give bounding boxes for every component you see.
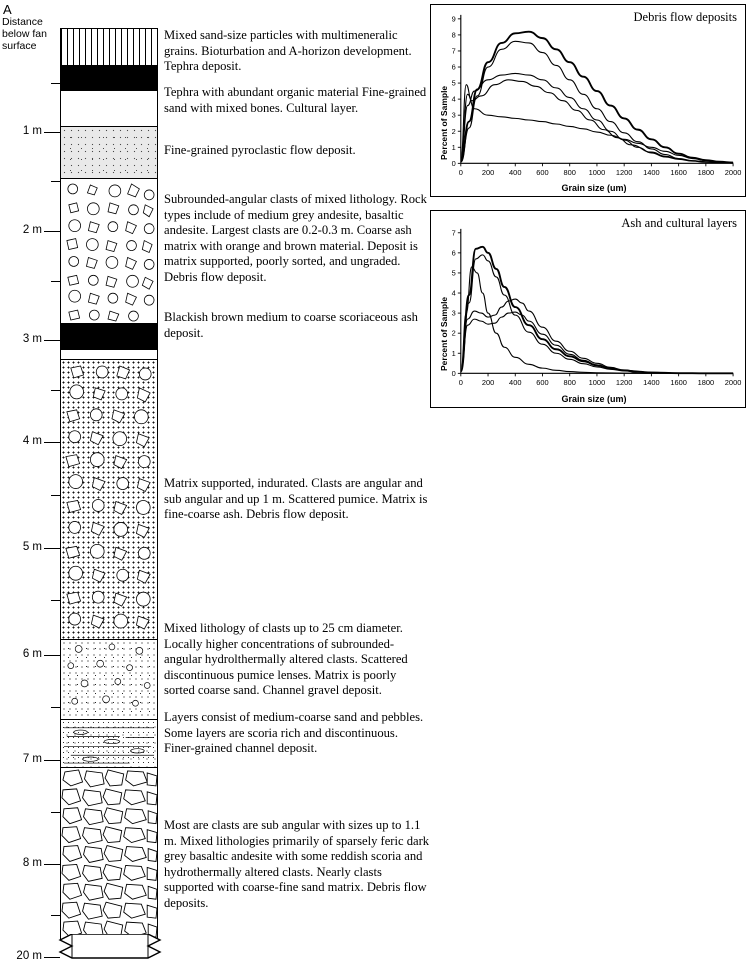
panel-label-a: A (3, 2, 12, 17)
depth-tick-7m (44, 760, 60, 761)
unit-description: Fine-grained pyroclastic flow deposit. (164, 143, 356, 157)
depth-label-5m: 5 m (22, 541, 42, 553)
svg-text:3: 3 (451, 110, 456, 120)
svg-text:9: 9 (451, 14, 456, 24)
svg-text:2: 2 (451, 126, 456, 136)
svg-text:400: 400 (509, 168, 522, 178)
unit-soil-tephra (61, 29, 157, 65)
svg-text:7: 7 (451, 228, 456, 238)
unit-description: Mixed lithology of clasts up to 25 cm diameter. Locally higher concentrations of subrounded-angular hydrolthermally altered clasts. Scattered discontinuous pumice lenses. Matrix is poorly sorted coarse sand. Channel gravel deposit. (164, 621, 408, 698)
clast-pattern (61, 768, 157, 940)
unit-thin-band (61, 349, 157, 359)
depth-tick-minor (51, 495, 60, 496)
svg-text:1000: 1000 (588, 378, 606, 388)
svg-text:400: 400 (509, 378, 522, 388)
layering-pattern (61, 720, 157, 767)
svg-text:600: 600 (536, 168, 549, 178)
svg-text:800: 800 (563, 378, 576, 388)
unit-debris-flow-upper (61, 178, 157, 323)
svg-text:2: 2 (451, 328, 456, 338)
chart-x-axis-title: Grain size (um) (561, 183, 627, 193)
svg-text:4: 4 (451, 288, 456, 298)
unit-description: Subrounded-angular clasts of mixed lithology. Rock types include of medium grey andesite, basaltic andesite. Largest clasts are 0.2-0.3 m. Coarse ash matrix with orange and brown material. Deposit is matrix supported, poorly sorted, and ungraded. Debris flow deposit. (164, 192, 427, 284)
depth-label-6m: 6 m (22, 648, 42, 660)
svg-text:7: 7 (451, 46, 456, 56)
depth-tick-6m (44, 655, 60, 656)
svg-text:800: 800 (563, 168, 576, 178)
svg-text:1600: 1600 (670, 378, 687, 388)
svg-text:2000: 2000 (724, 168, 742, 178)
chart-x-axis-title: Grain size (um) (561, 394, 627, 404)
depth-tick-4m (44, 442, 60, 443)
depth-tick-minor (51, 812, 60, 813)
svg-text:6: 6 (451, 248, 456, 258)
svg-text:1: 1 (451, 142, 456, 152)
chart-ash-cultural-layers (430, 210, 746, 408)
depth-tick-minor (51, 707, 60, 708)
depth-label-8m: 8 m (22, 857, 42, 869)
unit-channel-gravel (61, 639, 157, 719)
svg-text:1400: 1400 (643, 378, 660, 388)
column-base-break (46, 934, 174, 966)
lithology-column (60, 28, 158, 940)
svg-text:200: 200 (481, 378, 495, 388)
unit-pyroclastic-flow (61, 126, 157, 178)
clast-pattern (61, 179, 157, 323)
chart-y-axis-title: Percent of Sample (439, 296, 449, 371)
unit-description: Mixed sand-size particles with multimeneralic grains. Bioturbation and A-horizon development. Tephra deposit. (164, 28, 412, 74)
depth-tick-1m (44, 132, 60, 133)
depth-label-3m: 3 m (22, 333, 42, 345)
chart-title: Ash and cultural layers (621, 216, 737, 230)
unit-description: Matrix supported, indurated. Clasts are angular and sub angular and up 1 m. Scattered pumice. Matrix is fine-coarse ash. Debris flow deposit. (164, 476, 428, 522)
unit-description: Layers consist of medium-coarse sand and pebbles. Some layers are scoria rich and discontinuous. Finer-grained channel deposit. (164, 710, 424, 756)
depth-tick-5m (44, 548, 60, 549)
chart-canvas (431, 5, 745, 196)
svg-text:5: 5 (451, 268, 456, 278)
chart-title: Debris flow deposits (633, 10, 737, 24)
depth-tick-2m (44, 231, 60, 232)
depth-label-20m: 20 m (16, 950, 42, 962)
unit-scoria-ash (61, 323, 157, 349)
depth-tick-minor (51, 390, 60, 391)
svg-text:1800: 1800 (697, 378, 715, 388)
unit-description: Tephra with abundant organic material Fine-grained sand with mixed bones. Cultural layer. (164, 85, 427, 115)
svg-text:0: 0 (458, 168, 463, 178)
depth-tick-8m (44, 864, 60, 865)
svg-text:1400: 1400 (643, 168, 660, 178)
svg-text:5: 5 (451, 78, 456, 88)
svg-text:1600: 1600 (670, 168, 687, 178)
depth-tick-minor (51, 281, 60, 282)
svg-text:0: 0 (451, 368, 456, 378)
svg-text:1200: 1200 (615, 378, 633, 388)
svg-text:600: 600 (536, 378, 549, 388)
unit-description: Most are clasts are sub angular with sizes up to 1.1 m. Mixed lithologies primarily of sparsely feric dark grey basaltic andesite with some reddish scoria and hydrothermally altered clasts. Nearly clasts supported with coarse-fine sand matrix. Debris flow deposits. (164, 818, 430, 910)
chart-debris-flow-deposits (430, 4, 746, 197)
depth-tick-3m (44, 340, 60, 341)
depth-axis-title: Distance below fan surface (2, 16, 47, 52)
depth-label-1m: 1 m (22, 125, 42, 137)
depth-label-7m: 7 m (22, 753, 42, 765)
svg-text:1200: 1200 (615, 168, 633, 178)
chart-y-axis-title: Percent of Sample (439, 85, 449, 160)
clast-pattern (61, 640, 157, 719)
clast-pattern (61, 360, 157, 639)
unit-cultural-layer (61, 90, 157, 126)
svg-text:1000: 1000 (588, 168, 606, 178)
chart-canvas (431, 211, 745, 407)
svg-text:0: 0 (458, 378, 463, 388)
depth-tick-minor (51, 915, 60, 916)
unit-debris-flow-middle (61, 359, 157, 639)
svg-text:3: 3 (451, 308, 456, 318)
unit-tephra-organic (61, 65, 157, 90)
svg-text:0: 0 (451, 158, 456, 168)
depth-label-2m: 2 m (22, 224, 42, 236)
depth-label-4m: 4 m (22, 435, 42, 447)
svg-text:200: 200 (481, 168, 495, 178)
depth-tick-minor (51, 600, 60, 601)
unit-description: Blackish brown medium to coarse scoriaceous ash deposit. (164, 310, 418, 340)
depth-tick-minor (51, 83, 60, 84)
svg-text:1800: 1800 (697, 168, 715, 178)
svg-text:4: 4 (451, 94, 456, 104)
unit-layered-sand (61, 719, 157, 767)
svg-text:1: 1 (451, 348, 456, 358)
depth-tick-minor (51, 181, 60, 182)
svg-text:2000: 2000 (724, 378, 742, 388)
unit-debris-flow-lower (61, 767, 157, 940)
svg-text:6: 6 (451, 62, 456, 72)
svg-text:8: 8 (451, 30, 456, 40)
